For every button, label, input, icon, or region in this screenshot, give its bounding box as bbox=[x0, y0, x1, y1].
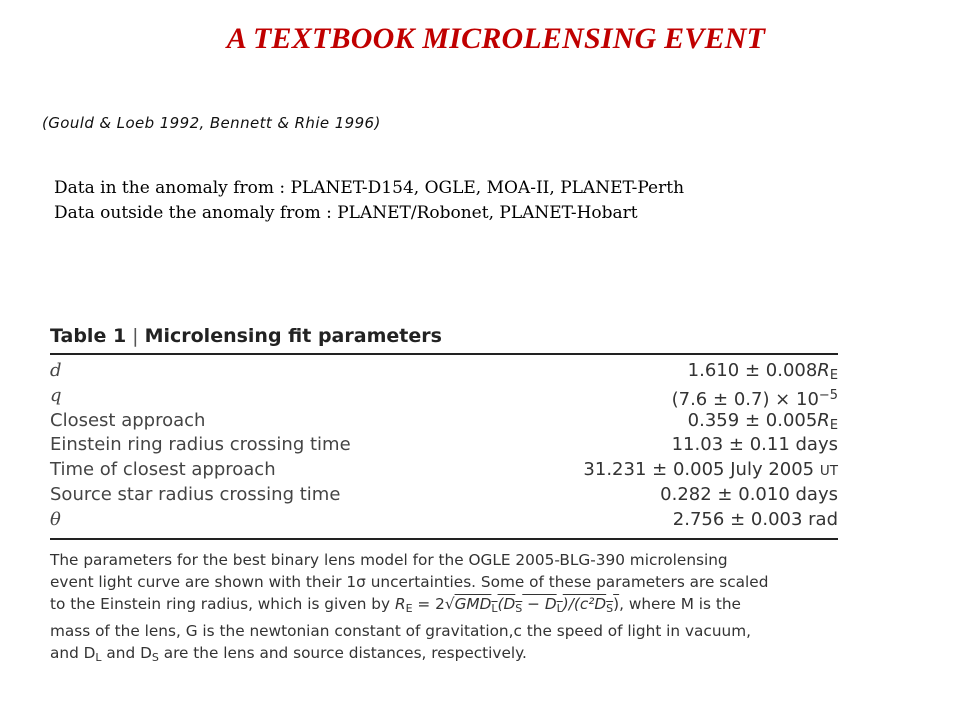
param-value: $(7.6 \pm 0.7) \times 10^{-5}$ bbox=[671, 387, 838, 410]
param-name: Closest approach bbox=[50, 409, 206, 431]
param-value: 31.231 ± 0.005 July 2005 UT bbox=[583, 459, 838, 481]
param-name: d bbox=[50, 360, 62, 381]
param-value: 11.03 ± 0.11 days bbox=[671, 434, 838, 456]
data-line-anomaly: Data in the anomaly from : PLANET-D154, OGLE, MOA-II, PLANET-Perth bbox=[54, 178, 685, 198]
references: (Gould & Loeb 1992, Bennett & Rhie 1996) bbox=[42, 114, 381, 132]
data-sources bbox=[54, 176, 684, 226]
table-row bbox=[50, 433, 838, 458]
param-name: θ bbox=[50, 508, 61, 530]
table-row bbox=[50, 409, 838, 434]
caption-line: The parameters for the best binary lens model for the OGLE 2005-BLG-390 microlensing bbox=[50, 550, 728, 569]
param-value: 2.756 ± 0.003 rad bbox=[672, 508, 838, 530]
table-caption bbox=[50, 549, 838, 670]
table-body bbox=[50, 355, 838, 538]
table-title: Microlensing fit parameters bbox=[144, 325, 442, 347]
table-label: Table 1 bbox=[50, 325, 127, 347]
parameters-table bbox=[50, 320, 838, 669]
table-row bbox=[50, 359, 838, 384]
param-name: Time of closest approach bbox=[50, 459, 276, 481]
param-value: 0.282 ± 0.010 days bbox=[660, 483, 838, 505]
table-row bbox=[50, 508, 838, 533]
caption-line: to the Einstein ring radius, which is given by $R_E = 2√GMD_L(D_S - D_L)/(c^2D_S)$, where M is the bbox=[50, 594, 741, 615]
param-name: q bbox=[50, 384, 62, 406]
caption-line: mass of the lens, G is the newtonian constant of gravitation,c the speed of light in vacuum, bbox=[50, 621, 751, 640]
slide-title: A TEXTBOOK MICROLENSING EVENT bbox=[226, 22, 766, 55]
table-separator: | bbox=[132, 325, 139, 347]
table-row bbox=[50, 483, 838, 508]
param-name: Einstein ring radius crossing time bbox=[50, 434, 351, 456]
table-heading bbox=[50, 320, 838, 353]
caption-line: and $D_L$ and $D_S$ are the lens and source distances, respectively. bbox=[50, 644, 527, 664]
table-row bbox=[50, 458, 838, 483]
param-name: Source star radius crossing time bbox=[50, 483, 341, 505]
param-value: $0.359 \pm 0.005R_E$ bbox=[687, 409, 838, 433]
param-value: $1.610 \pm 0.008R_E$ bbox=[687, 360, 838, 384]
caption-line: event light curve are shown with their 1σ uncertainties. Some of these parameters are scaled bbox=[50, 572, 769, 591]
table-bottom-rule bbox=[50, 538, 838, 540]
data-line-outside: Data outside the anomaly from : PLANET/Robonet, PLANET-Hobart bbox=[54, 203, 638, 223]
table-row bbox=[50, 384, 838, 409]
